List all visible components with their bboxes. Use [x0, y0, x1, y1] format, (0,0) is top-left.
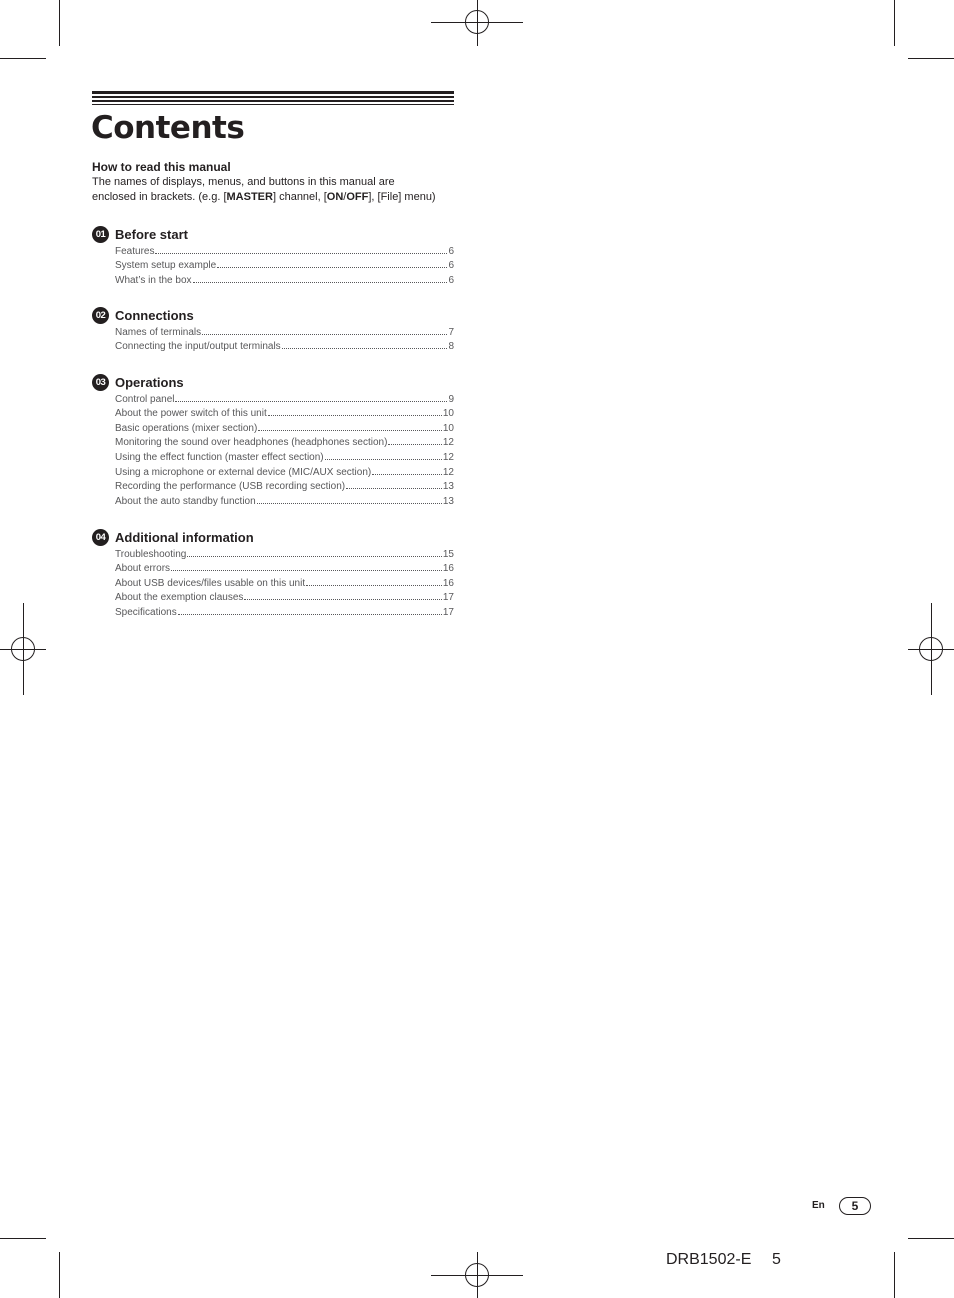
howto-text-line: The names of displays, menus, and buttons in this manual are — [92, 176, 395, 188]
toc-item[interactable]: Specifications 17 — [115, 606, 454, 618]
toc-item[interactable]: About the exemption clauses 17 — [115, 592, 454, 604]
toc-item[interactable]: Basic operations (mixer section) 10 — [115, 422, 454, 434]
toc-item[interactable]: Using a microphone or external device (MIC/AUX section) 12 — [115, 466, 454, 478]
toc-item[interactable]: Connecting the input/output terminals 8 — [115, 341, 454, 353]
title-rule — [92, 91, 454, 105]
toc-item[interactable]: What’s in the box 6 — [115, 274, 454, 286]
section-number-badge: 03 — [92, 374, 109, 391]
page-number-badge: 5 — [839, 1197, 871, 1215]
toc-section-connections — [92, 306, 454, 352]
toc-item[interactable]: Recording the performance (USB recording section) 13 — [115, 481, 454, 493]
language-label: En — [812, 1200, 825, 1211]
section-title: Connections — [115, 307, 194, 323]
section-title: Operations — [115, 374, 184, 390]
section-header — [92, 373, 454, 391]
toc-item[interactable]: Using the effect function (master effect section) 12 — [115, 451, 454, 463]
crop-mark — [59, 0, 60, 46]
howto-heading: How to read this manual — [92, 160, 231, 174]
toc-section-operations — [92, 373, 454, 507]
crop-mark — [0, 58, 46, 59]
section-title: Before start — [115, 226, 188, 242]
crop-mark — [894, 1252, 895, 1298]
toc-item[interactable]: About the power switch of this unit 10 — [115, 408, 454, 420]
toc-item[interactable]: Features 6 — [115, 245, 454, 257]
crop-mark — [59, 1252, 60, 1298]
toc-item[interactable]: Troubleshooting 15 — [115, 548, 454, 560]
toc-item[interactable]: Names of terminals 7 — [115, 326, 454, 338]
section-number-badge: 01 — [92, 226, 109, 243]
bracket-example: ON — [326, 191, 344, 203]
crop-mark — [908, 1238, 954, 1239]
document-page-number: 5 — [772, 1251, 781, 1268]
section-title: Additional information — [115, 529, 254, 545]
crop-mark — [894, 0, 895, 46]
toc-item[interactable]: System setup example 6 — [115, 260, 454, 272]
section-number-badge: 04 — [92, 529, 109, 546]
howto-block — [92, 160, 454, 205]
section-header — [92, 528, 454, 546]
howto-text-line: enclosed in brackets. (e.g. [MASTER] channel, [ON/OFF], [File] menu) — [92, 191, 436, 203]
toc-item[interactable]: Control panel 9 — [115, 393, 454, 405]
toc-item[interactable]: About the auto standby function 13 — [115, 495, 454, 507]
toc-section-before-start — [92, 225, 454, 286]
toc-item[interactable]: About USB devices/files usable on this unit 16 — [115, 577, 454, 589]
section-number-badge: 02 — [92, 307, 109, 324]
toc-section-additional-information — [92, 528, 454, 618]
crop-mark — [908, 58, 954, 59]
document-code: DRB1502-E — [666, 1251, 752, 1268]
bracket-example: OFF — [346, 191, 369, 203]
crop-mark — [0, 1238, 46, 1239]
toc-item[interactable]: About errors 16 — [115, 563, 454, 575]
section-header — [92, 225, 454, 243]
toc-item[interactable]: Monitoring the sound over headphones (headphones section) 12 — [115, 437, 454, 449]
page-title: Contents — [91, 110, 245, 146]
section-header — [92, 306, 454, 324]
bracket-example: MASTER — [226, 191, 273, 203]
